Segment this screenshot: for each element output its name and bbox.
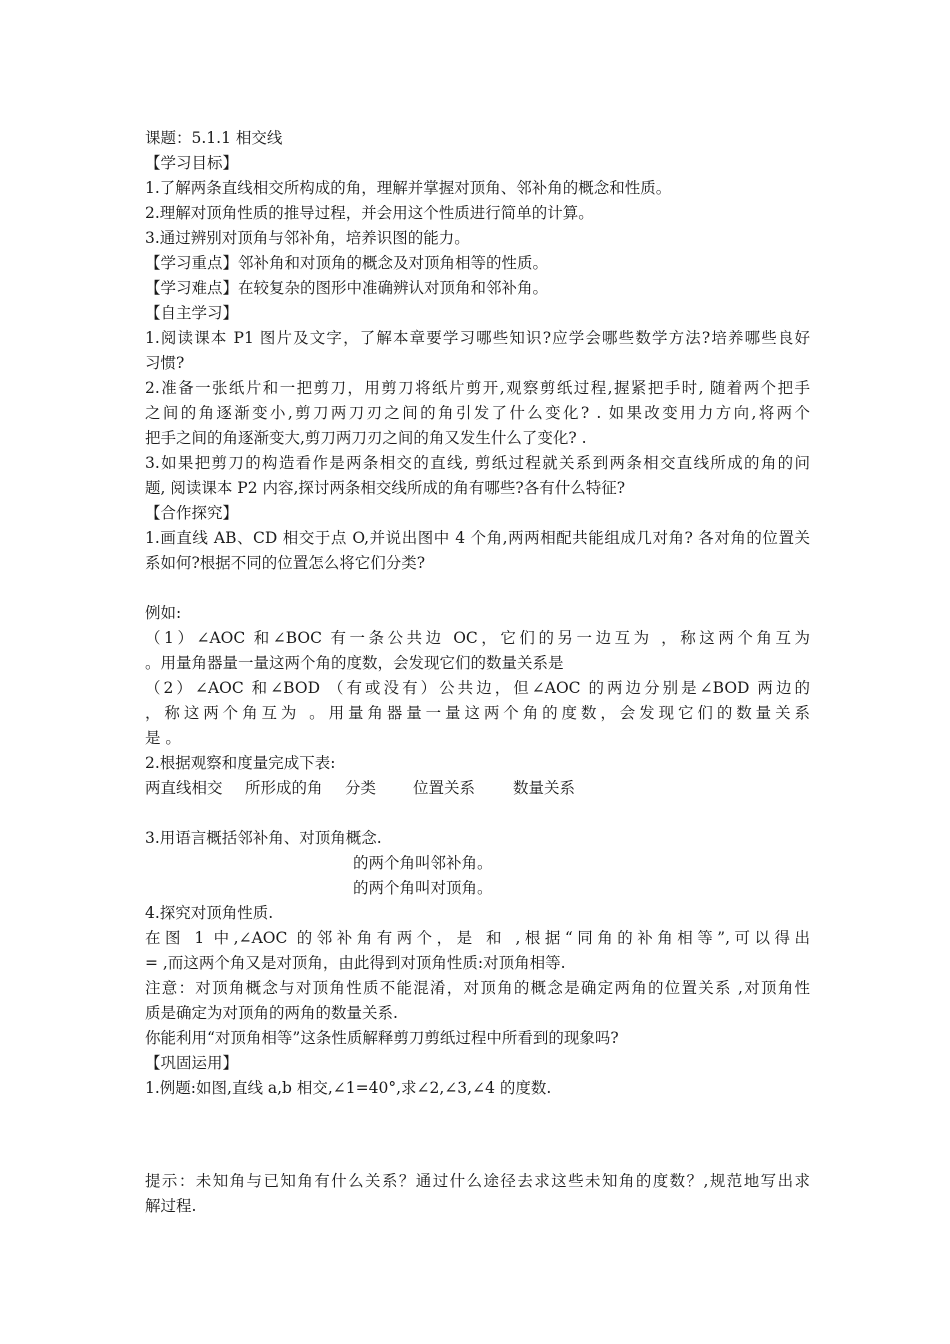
question-4: 4.探究对顶角性质. [145,904,274,922]
self-study-line: 3.如果把剪刀的构造看作是两条相交的直线, 剪纸过程就关系到两条相交直线所成的角的问 [145,454,810,472]
table-intro: 2.根据观察和度量完成下表: [145,754,336,772]
example-line: （2）∠AOC 和∠BOD （有或没有）公共边，但∠AOC 的两边分别是∠BOD 两边的 [145,679,810,697]
self-study-line: 1.阅读课本 P1 图片及文字，了解本章要学习哪些知识?应学会哪些数学方法?培养哪些良好 [145,329,810,347]
self-study-heading: 【自主学习】 [145,304,239,322]
example-line: 。用量角器量一量这两个角的度数，会发现它们的数量关系是 [145,654,564,672]
coop-heading: 【合作探究】 [145,504,239,522]
example-label: 例如: [145,604,182,622]
goal-item: 2.理解对顶角性质的推导过程，并会用这个性质进行简单的计算。 [145,204,594,222]
q4-line: 注意：对顶角概念与对顶角性质不能混淆，对顶角的概念是确定两角的位置关系 ,对顶角性 [145,979,810,997]
self-study-line: 之间的角逐渐变小,剪刀两刀刃之间的角引发了什么变化? . 如果改变用力方向,将两个 [145,404,810,422]
q4-line: 你能利用“对顶角相等”这条性质解释剪刀剪纸过程中所看到的现象吗? [145,1029,619,1047]
table-header: 位置关系 [413,779,476,797]
self-study-line: 习惯? [145,354,185,372]
table-header: 数量关系 [513,779,576,797]
example-line: （1）∠AOC 和∠BOC 有一条公共边 OC，它们的另一边互为 ，称这两个角互为 [145,629,810,647]
q4-line: = ,而这两个角又是对顶角，由此得到对顶角性质:对顶角相等. [145,954,566,972]
goal-item: 3.通过辨别对顶角与邻补角，培养识图的能力。 [145,229,470,247]
table-header: 两直线相交 [145,779,223,797]
q4-line: 在图 1 中,∠AOC 的邻补角有两个，是 和 ,根据“同角的补角相等”,可以得出 [145,929,810,947]
q4-line: 质是确定为对顶角的两角的数量关系. [145,1004,398,1022]
key-point: 【学习重点】邻补角和对顶角的概念及对顶角相等的性质。 [145,254,549,272]
apply-heading: 【巩固运用】 [145,1054,239,1072]
difficult-point: 【学习难点】在较复杂的图形中准确辨认对顶角和邻补角。 [145,279,549,297]
goal-item: 1.了解两条直线相交所构成的角，理解并掌握对顶角、邻补角的概念和性质。 [145,179,672,197]
apply-example: 1.例题:如图,直线 a,b 相交,∠1=40°,求∠2,∠3,∠4 的度数. [145,1079,552,1097]
table-header: 分类 [345,779,377,797]
definition-line: 的两个角叫邻补角。 [353,854,493,872]
hint-line: 提示：未知角与已知角有什么关系？通过什么途径去求这些未知角的度数？,规范地写出求 [145,1172,810,1190]
hint-line: 解过程. [145,1197,197,1215]
self-study-line: 把手之间的角逐渐变大,剪刀两刀刃之间的角又发生什么了变化? . [145,429,587,447]
example-line: 是 。 [145,729,181,747]
example-line: ，称这两个角互为 。用量角器量一量这两个角的度数，会发现它们的数量关系 [145,704,810,722]
definition-line: 的两个角叫对顶角。 [353,879,493,897]
question-3: 3.用语言概括邻补角、对顶角概念. [145,829,382,847]
coop-line: 1.画直线 AB、CD 相交于点 O,并说出图中 4 个角,两两相配共能组成几对角? 各对角的位置关 [145,529,810,547]
table-header: 所形成的角 [245,779,323,797]
self-study-line: 2.准备一张纸片和一把剪刀，用剪刀将纸片剪开,观察剪纸过程,握紧把手时, 随着两个把手 [145,379,810,397]
self-study-line: 题, 阅读课本 P2 内容,探讨两条相交线所成的角有哪些?各有什么特征? [145,479,626,497]
goals-heading: 【学习目标】 [145,154,239,172]
lesson-title: 课题：5.1.1 相交线 [145,129,283,147]
coop-line: 系如何?根据不同的位置怎么将它们分类? [145,554,426,572]
